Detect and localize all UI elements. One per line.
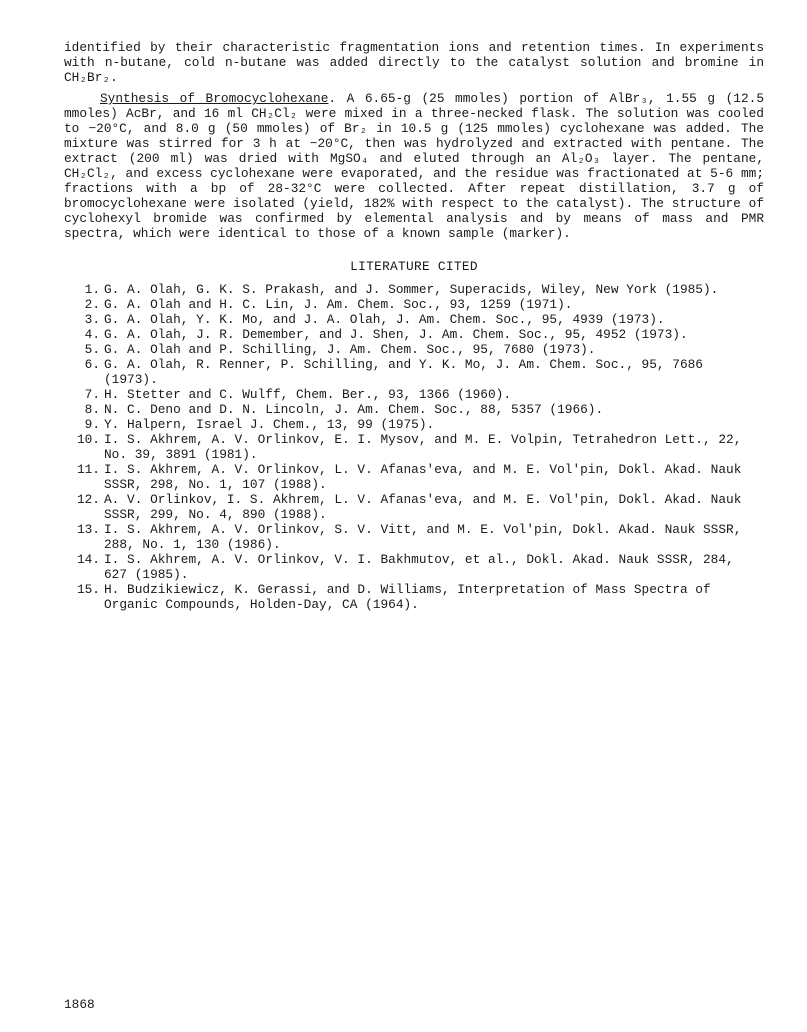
reference-number: 4. <box>84 327 100 342</box>
reference-item <box>76 582 764 612</box>
reference-number: 10. <box>76 432 100 447</box>
reference-text: I. S. Akhrem, A. V. Orlinkov, S. V. Vitt, and M. E. Vol'pin, Dokl. Akad. Nauk SSSR, 288, No. 1, 130 (1986). <box>104 522 742 552</box>
reference-number: 13. <box>76 522 100 537</box>
reference-number: 5. <box>84 342 100 357</box>
reference-item <box>76 552 764 582</box>
synthesis-body: . A 6.65-g (25 mmoles) portion of AlBr₃, 1.55 g (12.5 mmoles) AcBr, and 16 ml CH₂Cl₂ were mixed in a three-necked flask. The solution was cooled to −20°C, and 8.0 g (50 mmoles) of Br₂ in 10.5 g (125 mmoles) cyclohexane was added. The mixture was stirred for 3 h at −20°C, then was hydrolyzed and extracted with pentane. The extract (200 ml) was dried with MgSO₄ and eluted through an Al₂O₃ layer. The pentane, CH₂Cl₂, and excess cyclohexane were evaporated, and the residue was fractionated at 5-6 mm; fractions with a bp of 28-32°C were collected. After repeat distillation, 3.7 g of bromocyclohexane were isolated (yield, 182% with respect to the catalyst). The structure of cyclohexyl bromide was confirmed by elemental analysis and by means of mass and PMR spectra, which were identical to those of a known sample (marker). <box>64 91 764 241</box>
reference-text: G. A. Olah, Y. K. Mo, and J. A. Olah, J. Am. Chem. Soc., 95, 4939 (1973). <box>104 312 665 327</box>
reference-text: G. A. Olah, J. R. Demember, and J. Shen, J. Am. Chem. Soc., 95, 4952 (1973). <box>104 327 688 342</box>
reference-number: 7. <box>84 387 100 402</box>
reference-item <box>84 417 764 432</box>
literature-heading: LITERATURE CITED <box>350 259 478 274</box>
reference-item <box>84 387 764 402</box>
page-number: 1868 <box>64 997 95 1012</box>
reference-number: 15. <box>76 582 100 597</box>
reference-number: 2. <box>84 297 100 312</box>
reference-text: I. S. Akhrem, A. V. Orlinkov, L. V. Afanas'eva, and M. E. Vol'pin, Dokl. Akad. Nauk SSSR, 298, No. 1, 107 (1988). <box>104 462 742 492</box>
reference-text: I. S. Akhrem, A. V. Orlinkov, E. I. Mysov, and M. E. Volpin, Tetrahedron Lett., 22, No. 39, 3891 (1981). <box>104 432 742 462</box>
reference-item <box>76 522 764 552</box>
reference-text: Y. Halpern, Israel J. Chem., 13, 99 (1975). <box>104 417 435 432</box>
reference-number: 6. <box>84 357 100 372</box>
reference-text: G. A. Olah and H. C. Lin, J. Am. Chem. Soc., 93, 1259 (1971). <box>104 297 573 312</box>
reference-item <box>84 402 764 417</box>
reference-number: 1. <box>84 282 100 297</box>
document-page <box>64 40 764 612</box>
reference-number: 8. <box>84 402 100 417</box>
reference-number: 9. <box>84 417 100 432</box>
reference-item <box>76 462 764 492</box>
reference-item <box>84 357 764 387</box>
reference-number: 12. <box>76 492 100 507</box>
reference-item <box>84 312 764 327</box>
reference-number: 3. <box>84 312 100 327</box>
reference-number: 14. <box>76 552 100 567</box>
reference-number: 11. <box>76 462 100 477</box>
reference-text: A. V. Orlinkov, I. S. Akhrem, L. V. Afanas'eva, and M. E. Vol'pin, Dokl. Akad. Nauk SSSR, 299, No. 4, 890 (1988). <box>104 492 742 522</box>
reference-text: H. Stetter and C. Wulff, Chem. Ber., 93, 1366 (1960). <box>104 387 512 402</box>
reference-text: N. C. Deno and D. N. Lincoln, J. Am. Chem. Soc., 88, 5357 (1966). <box>104 402 604 417</box>
reference-text: G. A. Olah, R. Renner, P. Schilling, and Y. K. Mo, J. Am. Chem. Soc., 95, 7686 (1973). <box>104 357 703 387</box>
reference-item <box>84 327 764 342</box>
reference-text: H. Budzikiewicz, K. Gerassi, and D. Williams, Interpretation of Mass Spectra of Organic Compounds, Holden-Day, CA (1964). <box>104 582 711 612</box>
reference-item <box>84 282 764 297</box>
synthesis-title: Synthesis of Bromocyclohexane <box>100 91 329 106</box>
reference-text: G. A. Olah, G. K. S. Prakash, and J. Sommer, Superacids, Wiley, New York (1985). <box>104 282 719 297</box>
reference-list <box>64 282 764 612</box>
reference-text: G. A. Olah and P. Schilling, J. Am. Chem. Soc., 95, 7680 (1973). <box>104 342 596 357</box>
reference-item <box>76 492 764 522</box>
reference-item <box>76 432 764 462</box>
reference-item <box>84 342 764 357</box>
intro-paragraph: identified by their characteristic fragmentation ions and retention times. In experiments with n-butane, cold n-butane was added directly to the catalyst solution and bromine in CH₂Br₂. <box>64 40 764 85</box>
reference-item <box>84 297 764 312</box>
reference-text: I. S. Akhrem, A. V. Orlinkov, V. I. Bakhmutov, et al., Dokl. Akad. Nauk SSSR, 284, 627 (1985). <box>104 552 734 582</box>
synthesis-paragraph <box>64 91 764 241</box>
